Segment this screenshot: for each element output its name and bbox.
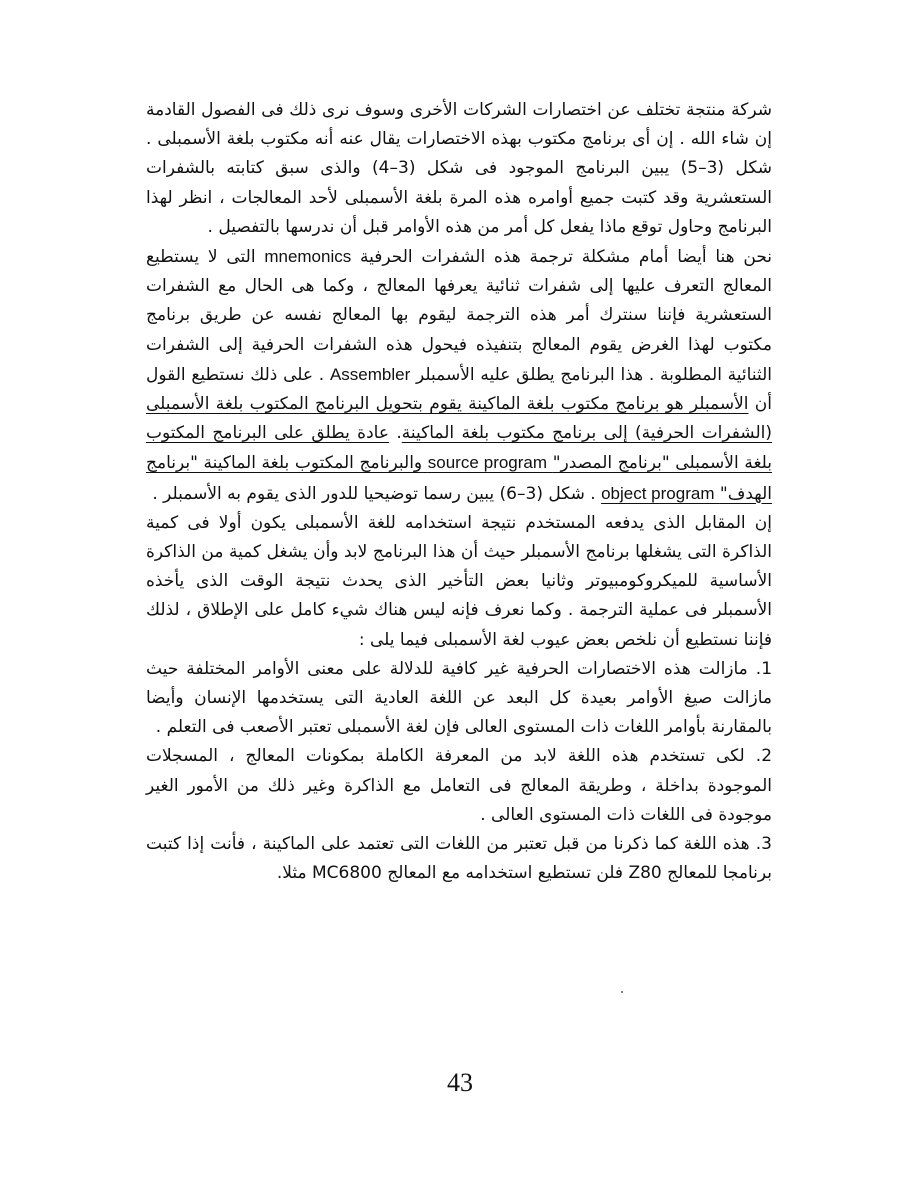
term-mnemonics: mnemonics <box>264 247 352 267</box>
list-text-1: مازالت هذه الاختصارات الحرفية غير كافية للدلالة على معنى الأوامر المختلفة حيث مازالت صيغ الأوامر بعيدة كل البعد عن اللغة العادية التى يستخدمها الإنسان وأيضا بالمقارنة بأوامر اللغات ذات المستوى العالى فإن لغة الأسمبلى تعتبر الأصعب فى التعلم . <box>146 658 772 738</box>
list-text-3: هذه اللغة كما ذكرنا من قبل تعتبر من اللغات التى تعتمد على الماكينة ، فأنت إذا كتبت برنامجا للمعالج Z80 فلن تستطيع استخدامه مع المعالج MC6800 مثلا. <box>146 834 772 884</box>
body-text <box>146 96 772 888</box>
p2-text-3: التى لا يستطيع المعالج التعرف عليها إلى شفرات ثنائية يعرفها المعالج ، وكما هى الحال مع الشفرات الستعشرية فإننا سنترك أمر هذه الترجمة ليقوم بها المعالج نفسه عن طريق برنامج مكتوب لهذا الغرض يقوم المعالج بتنفيذه فيحول هذه الشفرات الحرفية إلى الشفرات الثنائية المطلوبة . هذا البرنامج يطلق عليه الأسمبلر <box>146 247 773 385</box>
p2-text-1: نحن هنا أيضا أمام مشكلة ترجمة هذه الشفرات الحرفية <box>360 247 773 268</box>
term-assembler: Assembler <box>329 364 411 384</box>
list-text-2: لكى تستخدم هذه اللغة لابد من المعرفة الكاملة بمكونات المعالج ، المسجلات الموجودة بداخلة ، وطريقة المعالج فى التعامل مع الذاكرة وغير ذلك من الأمور الغير موجودة فى اللغات ذات المستوى العالى . <box>146 746 772 825</box>
p2-text-10: والبرنامج المكتوب بلغة الماكينة "برنامج الهدف" <box>146 453 772 504</box>
list-number-3: 3. <box>755 834 772 855</box>
list-number-1: 1. <box>755 658 773 679</box>
p2-text-7: . <box>396 423 402 444</box>
term-source-program: source program <box>427 453 548 473</box>
assembler-definition: الأسمبلر هو برنامج مكتوب بلغة الماكينة يقوم بتحويل البرنامج المكتوب بلغة الأسمبلى (الشفرات الحرفية) إلى برنامج مكتوب بلغة الماكينة <box>146 394 773 444</box>
paragraph-2 <box>146 242 772 509</box>
list-item-2 <box>146 742 772 830</box>
page-number: 43 <box>447 1068 473 1097</box>
paragraph-3: إن المقابل الذى يدفعه المستخدم نتيجة استخدامه للغة الأسمبلى يكون أولا فى كمية الذاكرة التى يشغلها برنامج الأسمبلر حيث أن هذا البرنامج لابد وأن يشغل كمية من الذاكرة الأساسية للميكروكومبيوتر وثانيا بعض التأخير الذى يحدث نتيجة الوقت الذى يأخذه الأسمبلر فى عملية الترجمة . وكما نعرف فإنه ليس هناك شيء كامل على الإطلاق ، لذلك فإننا نستطيع أن نلخص بعض عيوب لغة الأسمبلى فيما يلى : <box>146 512 772 650</box>
scan-speck <box>621 991 623 993</box>
p2-text-12: . شكل (3–6) يبين رسما توضيحيا للدور الذى يقوم به الأسمبلر . <box>152 483 596 504</box>
p2-text-8: عادة يطلق على البرنامج المكتوب بلغة الأسمبلى "برنامج المصدر" <box>146 423 773 474</box>
list-number-2: 2. <box>755 746 773 767</box>
term-object-program: object program <box>601 483 715 503</box>
paragraph-1: شركة منتجة تختلف عن اختصارات الشركات الأخرى وسوف نرى ذلك فى الفصول القادمة إن شاء الله . إن أى برنامج مكتوب بهذه الاختصارات يقال عنه أنه مكتوب بلغة الأسمبلى . شكل (3–5) يبين البرنامج الموجود فى شكل (3–4) والذى سبق كتابته بالشفرات الستعشرية وقد كتبت جميع أوامره هذه المرة بلغة الأسمبلى لأحد المعالجات ، انظر لهذا البرنامج وحاول توقع ماذا يفعل كل أمر من هذه الأوامر قبل أن ندرسها بالتفصيل . <box>146 100 773 237</box>
p2-text-5: . على ذلك نستطيع القول أن <box>146 364 773 415</box>
list-item-1 <box>146 655 772 743</box>
list-item-3 <box>146 830 772 888</box>
